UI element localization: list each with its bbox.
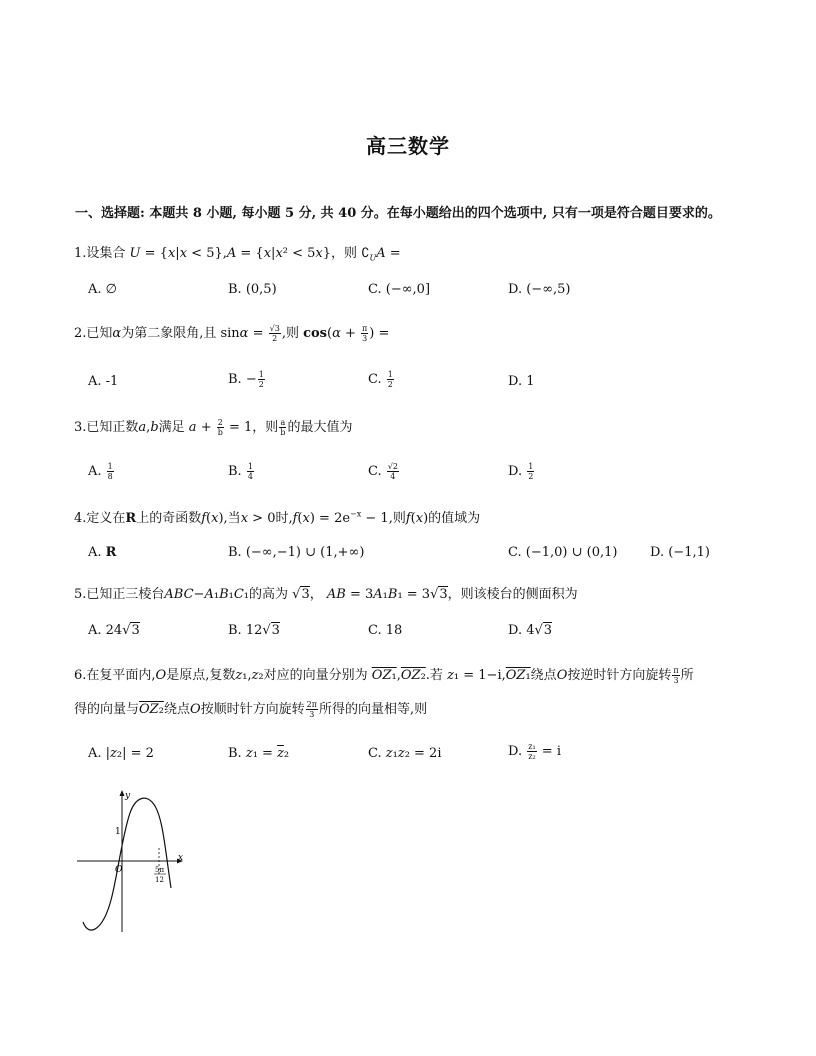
question-2-option-b[interactable]: B. − $\frac{1}{2}$: [228, 370, 264, 389]
question-3-option-a[interactable]: A. $\frac{1}{8}$: [88, 462, 113, 481]
question-3-stem: 3.已知正数a,b满足 a + $\frac{2}{b}$ = 1，则 $\frac{a}{b}$ 的最大值为: [74, 418, 353, 437]
question-4-option-d[interactable]: D. (−1,1): [650, 545, 710, 560]
question-4-stem: 4.定义在R上的奇函数f(x),当x > 0时$,f(x) = 2e^{-x} - 1$,则f(x)的值域为: [74, 509, 481, 526]
question-3-option-c[interactable]: C. $\frac{√2}{4}$: [368, 462, 398, 481]
question-6-option-c[interactable]: C. z₁z₂ = 2i: [368, 746, 442, 761]
question-1-option-d[interactable]: D. (−∞,5): [508, 282, 571, 297]
question-5-stem: 5.已知正三棱台ABC−A₁B₁C₁的高为 √3， AB = 3A₁B₁ = 3√3，则该棱台的侧面积为: [74, 587, 578, 602]
question-6-option-a[interactable]: A. |z₂| = 2: [88, 746, 154, 761]
question-4-option-b[interactable]: B. (−∞,−1) ∪ (1,+∞): [228, 545, 365, 560]
section-header: 一、选择题: 本题共 8 小题, 每小题 5 分, 共 40 分。在每小题给出的四个选项中, 只有一项是符合题目要求的。: [75, 206, 721, 221]
question-6-option-b[interactable]: B. $z_1 = \overline{z}_2$: [228, 746, 290, 761]
question-6-stem-line-2: 得的向量与OZ₂绕点O按顺时针方向旋转 $\frac{2\pi}{3}$ 所得的向量相等,则: [74, 700, 428, 719]
question-5-option-d[interactable]: D. 4√3: [508, 623, 553, 638]
x-axis-label: x: [178, 853, 184, 863]
origin-label: O: [115, 865, 123, 875]
question-2-option-d[interactable]: D. 1: [508, 374, 535, 389]
question-1-option-c[interactable]: C. (−∞,0]: [368, 282, 431, 297]
question-6-option-d[interactable]: D. $\frac{\text{z₁}}{\text{z₂}}$ = i: [508, 742, 561, 761]
question-5-option-c[interactable]: C. 18: [368, 623, 403, 638]
question-1-option-a[interactable]: A. ∅: [88, 282, 117, 297]
question-3-option-d[interactable]: D. $\frac{1}{2}$: [508, 462, 534, 481]
question-1-stem: 1.设集合 U = {x|x < 5},A = {x|x² < 5x}，则 $∁_UA$ =: [74, 246, 401, 263]
function-curve: [83, 798, 171, 930]
x-mark-numerator: 5π: [155, 866, 165, 874]
y-intercept-label: 1: [115, 827, 121, 837]
function-graph: [75, 788, 187, 934]
question-1-option-b[interactable]: B. (0,5): [228, 282, 277, 297]
question-3-option-b[interactable]: B. $\frac{1}{4}$: [228, 462, 253, 481]
y-axis-arrow-icon: [120, 790, 125, 796]
question-4-option-a[interactable]: A. R: [88, 545, 117, 560]
question-5-option-a[interactable]: A. 24√3: [88, 623, 140, 638]
question-2-option-a[interactable]: A. -1: [88, 374, 119, 389]
page-title: 高三数学: [366, 134, 450, 158]
x-mark-denominator: 12: [155, 876, 164, 884]
question-5-option-b[interactable]: B. 12√3: [228, 623, 280, 638]
question-2-stem: 2.已知α为第二象限角,且 sinα = $\frac{√3}{2}$ ,则 cos(α + $\frac{\pi}{3}$ ) =: [74, 324, 390, 343]
question-4-option-c[interactable]: C. (−1,0) ∪ (0,1): [508, 545, 618, 560]
y-axis-label: y: [125, 791, 131, 801]
question-2-option-c[interactable]: C. $\frac{1}{2}$: [368, 370, 393, 389]
question-6-stem-line-1: 6.在复平面内,O是原点,复数z₁,z₂对应的向量分别为 OZ₁,OZ₂.若 z₁ = 1−i,OZ₁绕点O按逆时针方向旋转 $\frac{\pi}{3}$ 所: [74, 666, 694, 685]
